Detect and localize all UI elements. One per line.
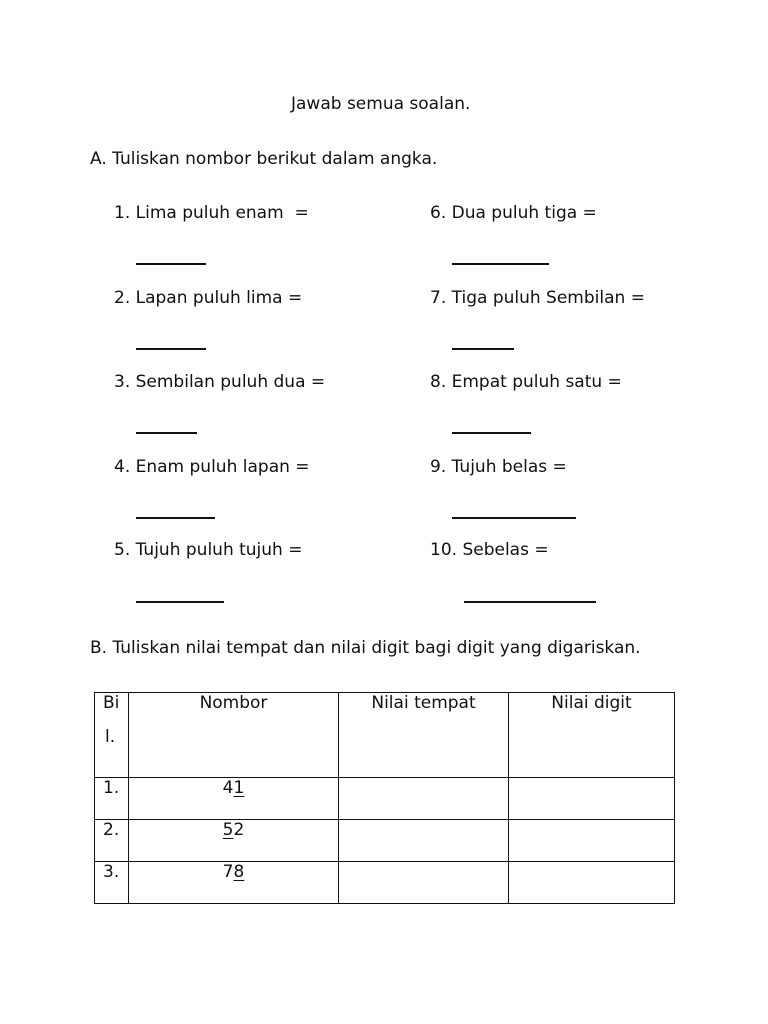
answer-line-6 [452, 263, 549, 265]
answer-line-2 [136, 348, 206, 350]
header-nilai-digit: Nilai digit [509, 693, 675, 778]
table-row [95, 862, 675, 904]
question-1: 1. Lima puluh enam = [114, 203, 309, 223]
answer-line-1 [136, 263, 206, 265]
number-digits: 2 [233, 820, 245, 840]
answer-line-4 [136, 517, 215, 519]
answer-cell-nilai-tempat[interactable] [339, 862, 509, 904]
answer-line-5 [136, 601, 224, 603]
underlined-digit: 5 [222, 820, 234, 840]
row-number [129, 778, 339, 820]
header-nilai-tempat: Nilai tempat [339, 693, 509, 778]
header-bil [95, 693, 129, 778]
question-5: 5. Tujuh puluh tujuh = [114, 540, 303, 560]
question-9: 9. Tujuh belas = [430, 457, 567, 477]
row-bil: 3. [95, 862, 129, 904]
number-digits: 4 [222, 778, 234, 798]
answer-line-10 [464, 601, 596, 603]
question-2: 2. Lapan puluh lima = [114, 288, 303, 308]
answer-cell-nilai-digit[interactable] [509, 778, 675, 820]
question-6: 6. Dua puluh tiga = [430, 203, 597, 223]
table-row [95, 778, 675, 820]
section-b-heading: B. Tuliskan nilai tempat dan nilai digit bagi digit yang digariskan. [90, 638, 641, 658]
answer-cell-nilai-tempat[interactable] [339, 778, 509, 820]
section-a-heading: A. Tuliskan nombor berikut dalam angka. [90, 149, 438, 169]
table-header-row [95, 693, 675, 778]
question-3: 3. Sembilan puluh dua = [114, 372, 326, 392]
answer-cell-nilai-digit[interactable] [509, 862, 675, 904]
answer-line-7 [452, 348, 514, 350]
underlined-digit: 1 [233, 778, 245, 798]
question-7: 7. Tiga puluh Sembilan = [430, 288, 645, 308]
question-4: 4. Enam puluh lapan = [114, 457, 310, 477]
answer-line-9 [452, 517, 576, 519]
header-bil-line1: Bi [103, 693, 120, 713]
row-number [129, 820, 339, 862]
answer-cell-nilai-digit[interactable] [509, 820, 675, 862]
place-value-table [94, 692, 675, 904]
header-nombor: Nombor [129, 693, 339, 778]
page-title: Jawab semua soalan. [291, 94, 471, 114]
question-8: 8. Empat puluh satu = [430, 372, 622, 392]
answer-cell-nilai-tempat[interactable] [339, 820, 509, 862]
question-10: 10. Sebelas = [430, 540, 549, 560]
underlined-digit: 8 [233, 862, 245, 882]
number-digits: 7 [222, 862, 234, 882]
table-row [95, 820, 675, 862]
row-bil: 2. [95, 820, 129, 862]
header-bil-line2: l. [105, 727, 116, 747]
row-bil: 1. [95, 778, 129, 820]
row-number [129, 862, 339, 904]
answer-line-3 [136, 432, 197, 434]
answer-line-8 [452, 432, 531, 434]
